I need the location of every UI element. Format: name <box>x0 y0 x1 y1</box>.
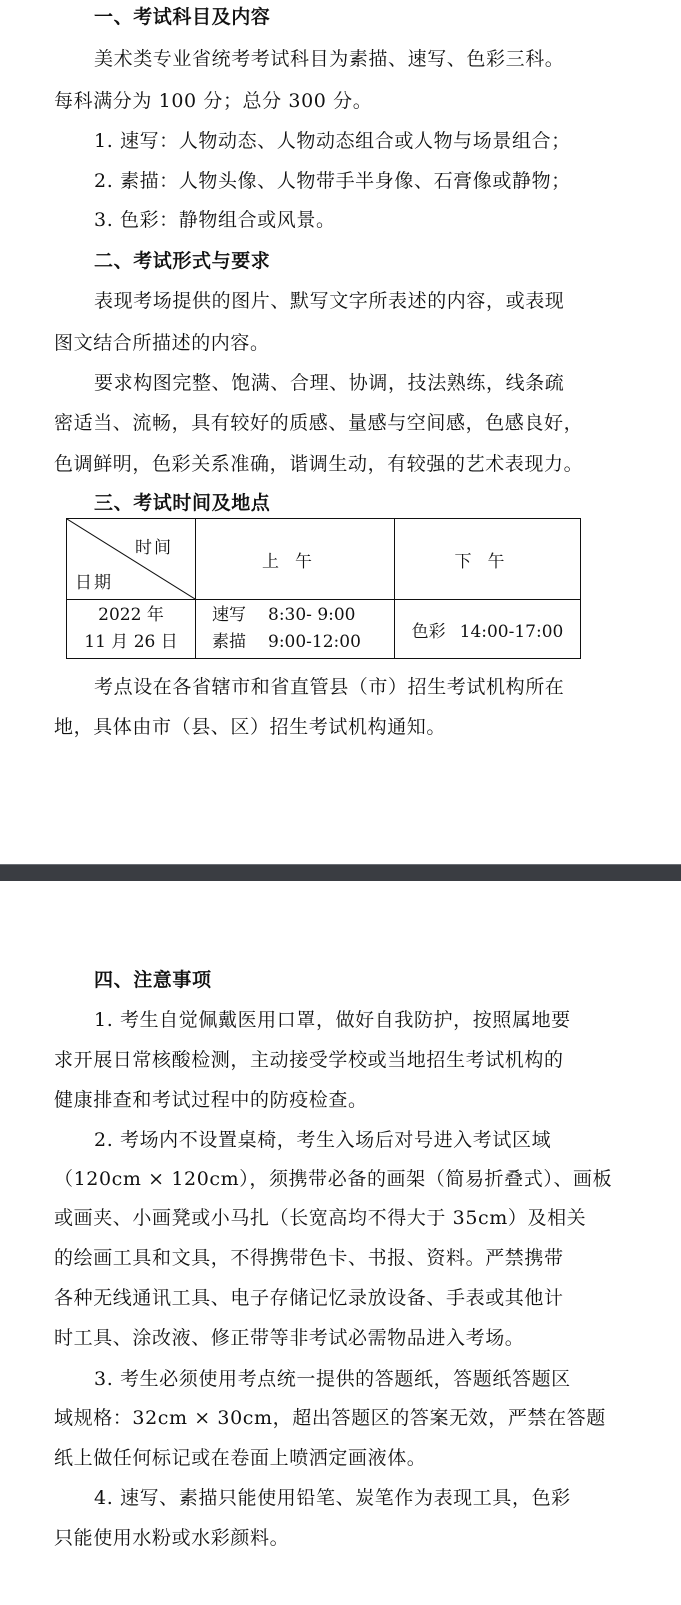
paragraph-line: 3. 考生必须使用考点统一提供的答题纸，答题纸答题区 <box>94 1368 571 1390</box>
section-2-heading: 二、考试形式与要求 <box>94 250 271 272</box>
paragraph-line: 只能使用水粉或水彩颜料。 <box>54 1527 290 1549</box>
afternoon-header: 下午 <box>395 519 581 600</box>
exam-schedule-table <box>66 518 581 659</box>
paragraph-line: 美术类专业省统考考试科目为素描、速写、色彩三科。 <box>94 48 565 70</box>
subject-drawing: 素描 <box>212 632 246 652</box>
document-page-2 <box>0 881 681 1605</box>
paragraph-line: 健康排查和考试过程中的防疫检查。 <box>54 1089 368 1111</box>
afternoon-schedule-cell <box>395 600 581 659</box>
paragraph-line: （120cm × 120cm），须携带必备的画架（简易折叠式）、画板 <box>54 1168 613 1190</box>
paragraph-line: 4. 速写、素描只能使用铅笔、炭笔作为表现工具，色彩 <box>94 1487 571 1509</box>
section-3-heading: 三、考试时间及地点 <box>94 492 271 514</box>
section-1-heading: 一、考试科目及内容 <box>94 6 271 28</box>
paragraph-line: 密适当、流畅，具有较好的质感、量感与空间感，色感良好， <box>54 412 584 434</box>
date-cell <box>67 600 196 659</box>
paragraph-line: 图文结合所描述的内容。 <box>54 332 270 354</box>
morning-header: 上午 <box>196 519 395 600</box>
subject-color: 色彩 <box>411 621 446 642</box>
date-label: 日期 <box>75 573 113 593</box>
list-item: 2. 素描：人物头像、人物带手半身像、石膏像或静物； <box>94 170 571 192</box>
paragraph-line: 各种无线通讯工具、电子存储记忆录放设备、手表或其他计 <box>54 1287 564 1309</box>
table-row <box>67 600 581 659</box>
paragraph-line: 色调鲜明，色彩关系准确，谐调生动，有较强的艺术表现力。 <box>54 453 584 475</box>
date-year: 2022 年 <box>98 605 164 625</box>
paragraph-line: 求开展日常核酸检测，主动接受学校或当地招生考试机构的 <box>54 1049 564 1071</box>
time-sketch: 8:30- 9:00 <box>268 605 356 625</box>
time-drawing: 9:00-12:00 <box>268 632 361 652</box>
paragraph-line: 考点设在各省辖市和省直管县（市）招生考试机构所在 <box>94 676 565 698</box>
table-header-row <box>67 519 581 600</box>
morning-slot <box>212 629 394 656</box>
paragraph-line: 地，具体由市（县、区）招生考试机构通知。 <box>54 716 447 738</box>
paragraph-line: 域规格：32cm × 30cm，超出答题区的答案无效，严禁在答题 <box>54 1407 606 1429</box>
morning-slot <box>212 602 394 629</box>
subject-sketch: 速写 <box>212 605 246 625</box>
paragraph-line: 的绘画工具和文具，不得携带色卡、书报、资料。严禁携带 <box>54 1247 564 1269</box>
paragraph-line: 纸上做任何标记或在卷面上喷洒定画液体。 <box>54 1447 427 1469</box>
list-item: 1. 速写：人物动态、人物动态组合或人物与场景组合； <box>94 130 571 152</box>
paragraph-line: 或画夹、小画凳或小马扎（长宽高均不得大于 35cm）及相关 <box>54 1207 587 1229</box>
list-item: 3. 色彩：静物组合或风景。 <box>94 209 336 231</box>
time-label: 时间 <box>135 538 173 558</box>
paragraph-line: 时工具、涂改液、修正带等非考试必需物品进入考场。 <box>54 1327 525 1349</box>
diagonal-header-cell <box>67 519 196 600</box>
page-separator <box>0 864 681 881</box>
paragraph-line: 2. 考场内不设置桌椅，考生入场后对号进入考试区域 <box>94 1129 552 1151</box>
paragraph-line: 每科满分为 100 分；总分 300 分。 <box>54 90 373 112</box>
time-color: 14:00-17:00 <box>459 621 564 642</box>
morning-schedule-cell <box>196 600 395 659</box>
paragraph-line: 1. 考生自觉佩戴医用口罩，做好自我防护，按照属地要 <box>94 1009 571 1031</box>
paragraph-line: 要求构图完整、饱满、合理、协调，技法熟练，线条疏 <box>94 372 565 394</box>
paragraph-line: 表现考场提供的图片、默写文字所表述的内容，或表现 <box>94 290 565 312</box>
date-day: 11 月 26 日 <box>84 632 178 652</box>
section-4-heading: 四、注意事项 <box>94 969 212 991</box>
